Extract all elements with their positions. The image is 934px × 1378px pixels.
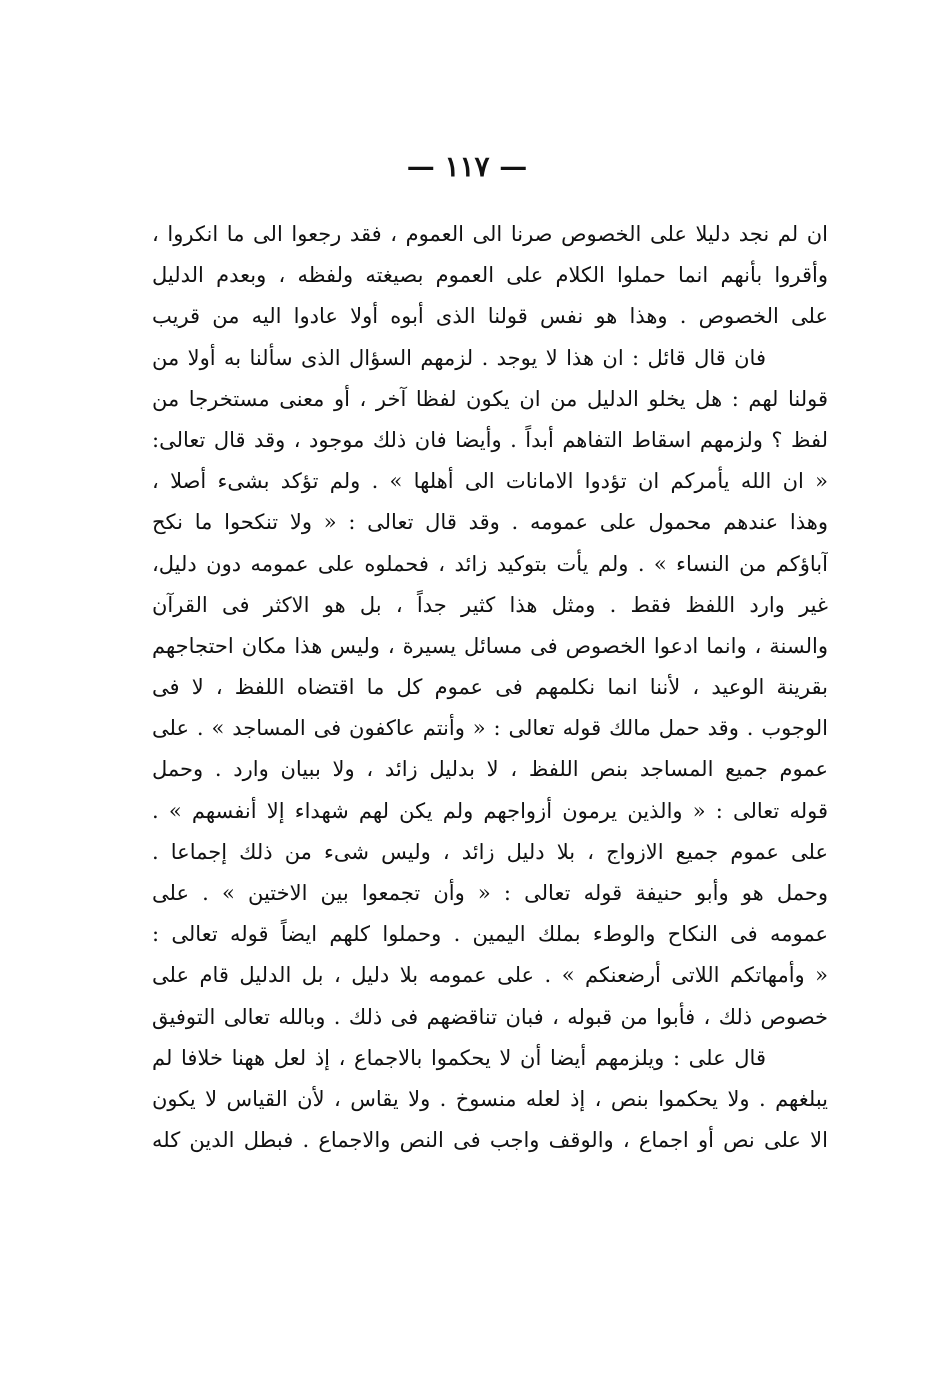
- text-line: قولنا لهم : هل يخلو الدليل من ان يكون لفظا آخر ، أو معنى مستخرجا من: [152, 386, 828, 411]
- text-line: قوله تعالى : « والذين يرمون أزواجهم ولم يكن لهم شهداء إلا أنفسهم » .: [152, 798, 828, 823]
- text-line: والسنة ، وانما ادعوا الخصوص فى مسائل يسيرة ، وليس هذا مكان احتجاجهم: [152, 633, 828, 658]
- text-line: وهذا عندهم محمول على عمومه . وقد قال تعالى : « ولا تنكحوا ما نكح: [152, 510, 828, 535]
- text-line: وأقروا بأنهم انما حملوا الكلام على العموم بصيغته ولفظه ، وبعدم الدليل: [152, 263, 828, 288]
- text-line: الوجوب . وقد حمل مالك قوله تعالى : « وأنتم عاكفون فى المساجد » . على: [152, 716, 828, 741]
- page-body-text: [152, 214, 828, 1161]
- text-line: لفظ ؟ ولزمهم اسقاط التفاهم أبداً . وأيضا فان ذلك موجود ، وقد قال تعالى:: [152, 427, 828, 452]
- text-line: وحمل هو وأبو حنيفة قوله تعالى : « وأن تجمعوا بين الاختين » . على: [152, 881, 828, 905]
- text-line: خصوص ذلك ، فأبوا من قبوله ، فبان تناقضهم فى ذلك . وبالله تعالى التوفيق: [152, 1004, 828, 1029]
- text-line: عموم جميع المساجد بنص اللفظ ، لا بدليل زائد ، ولا ببيان وارد . وحمل: [152, 757, 828, 782]
- text-line: ان لم نجد دليلا على الخصوص صرنا الى العموم ، فقد رجعوا الى ما انكروا ،: [152, 222, 828, 246]
- text-line: آباؤكم من النساء » . ولم يأت بتوكيد زائد ، فحملوه على عمومه دون دليل،: [152, 551, 828, 576]
- page-number: — ١١٧ —: [406, 150, 528, 183]
- text-line: على الخصوص . وهذا هو نفس قولنا الذى أبوه أولا عادوا اليه من قريب: [152, 304, 828, 329]
- text-line: على عموم جميع الازواج ، بلا دليل زائد ، وليس شىء من ذلك إجماعا .: [152, 839, 828, 864]
- text-line: الا على نص أو اجماع ، والوقف واجب فى النص والاجماع . فبطل الدين كله: [152, 1128, 828, 1153]
- text-line: غير وارد اللفظ فقط . ومثل هذا كثير جداً ، بل هو الاكثر فى القرآن: [152, 592, 828, 617]
- text-line: فان قال قائل : ان هذا لا يوجد . لزمهم السؤال الذى سألنا به أولا من: [152, 345, 766, 370]
- text-line: « ان الله يأمركم ان تؤدوا الامانات الى أهلها » . ولم تؤكد بشىء أصلا ،: [152, 469, 828, 494]
- text-line: قال على : ويلزمهم أيضا أن لا يحكموا بالاجماع ، إذ لعل ههنا خلافا لم: [152, 1045, 766, 1070]
- text-line: « وأمهاتكم اللاتى أرضعنكم » . على عمومه بلا دليل ، بل الدليل قام على: [152, 963, 828, 988]
- text-line: بقرينة الوعيد ، لأننا انما نكلمهم فى عموم كل ما اقتضاه اللفظ ، لا فى: [152, 675, 828, 700]
- text-line: يبلغهم . ولا يحكموا بنص ، إذ لعله منسوخ . ولا يقاس ، لأن القياس لا يكون: [152, 1086, 828, 1111]
- text-line: عمومه فى النكاح والوطء بملك اليمين . وحملوا كلهم ايضاً قوله تعالى :: [152, 922, 828, 947]
